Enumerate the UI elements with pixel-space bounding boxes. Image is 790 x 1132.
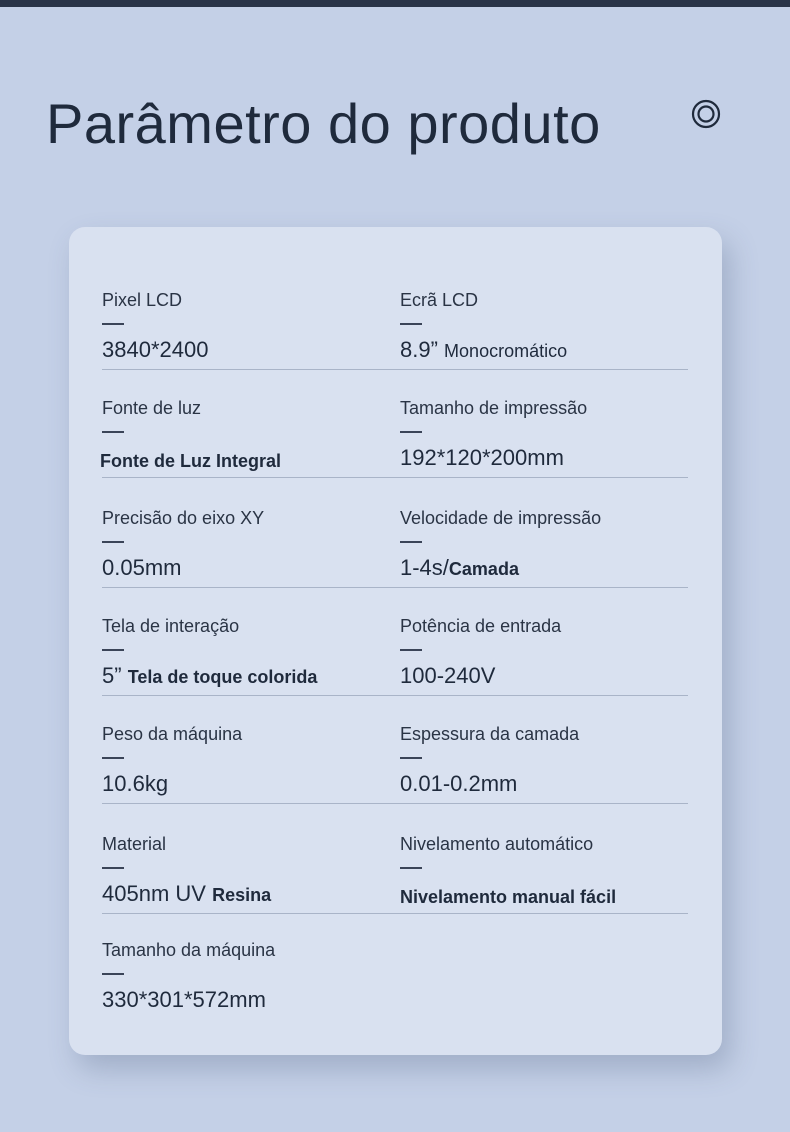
spec-item-material [102,780,392,906]
spec-label: Espessura da camada [400,724,580,744]
page-title: Parâmetro do produto [46,92,601,155]
spec-card [69,227,722,1055]
spec-value: 0.05mm [102,555,182,580]
spec-item-auto-leveling [400,780,690,907]
spec-label: Tamanho de impressão [400,398,588,418]
spec-dash [102,867,124,869]
target-icon [690,98,722,130]
spec-item-ecra-lcd [400,236,690,362]
top-bar [0,0,790,7]
spec-row [102,670,688,796]
spec-row [102,454,688,580]
spec-value: Fonte de Luz Integral [100,451,282,471]
spec-label: Nivelamento automático [400,834,594,854]
spec-dash [102,757,124,759]
spec-item-light-source [100,344,392,471]
spec-item-print-size [400,344,690,470]
spec-item-pixel-lcd [102,236,392,362]
spec-value: 10.6kg [102,771,169,796]
spec-dash [102,973,124,975]
spec-label: Velocidade de impressão [400,508,602,528]
spec-dash [102,431,124,433]
spec-row [100,344,688,471]
spec-row [102,236,688,362]
spec-dash [102,323,124,325]
spec-value-main: 1-4s/ [400,555,449,580]
spec-label: Tela de interação [102,616,240,636]
spec-label: Precisão do eixo XY [102,508,265,528]
spec-dash [400,323,422,325]
spec-dash [400,541,422,543]
spec-value-suffix: Resina [212,885,272,905]
spec-value-main: 5” [102,663,122,688]
spec-value-main: 8.9” [400,337,438,362]
spec-dash [400,649,422,651]
spec-label: Potência de entrada [400,616,562,636]
spec-item-machine-size [102,886,392,1012]
spec-item-interaction-screen [102,562,392,688]
spec-item-machine-weight [102,670,392,796]
spec-label: Fonte de luz [102,398,202,418]
spec-value: Nivelamento manual fácil [400,887,617,907]
spec-dash [102,649,124,651]
spec-value-main: 405nm UV [102,881,206,906]
spec-dash [102,541,124,543]
spec-label: Peso da máquina [102,724,243,744]
spec-label: Material [102,834,167,854]
spec-dash [400,757,422,759]
spec-dash [400,431,422,433]
spec-item-print-speed [400,454,690,580]
spec-value: 330*301*572mm [102,987,266,1012]
spec-row [102,886,688,1012]
spec-value: 0.01-0.2mm [400,771,518,796]
spec-dash [400,867,422,869]
spec-value: 192*120*200mm [400,445,564,470]
spec-value-suffix: Tela de toque colorida [127,667,318,687]
spec-value: 3840*2400 [102,337,209,362]
spec-value-suffix: Camada [448,559,519,579]
spec-item-layer-thickness [400,670,690,796]
spec-label: Tamanho da máquina [102,940,276,960]
spec-label: Ecrã LCD [400,290,479,310]
spec-item-xy-precision [102,454,392,580]
spec-item-input-power [400,562,690,688]
spec-row [102,780,688,907]
spec-label: Pixel LCD [102,290,183,310]
spec-value-suffix: Monocromático [444,341,568,361]
spec-value: 100-240V [400,663,496,688]
spec-row [102,562,688,688]
